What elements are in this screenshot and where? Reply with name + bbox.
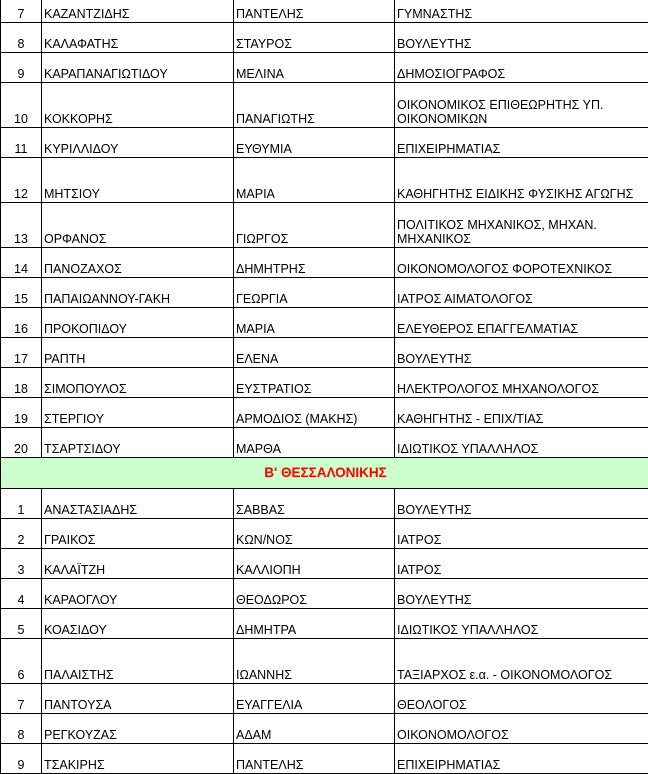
row-surname: ΠΑΝΤΟΥΣΑ (42, 684, 234, 714)
row-first-name: ΣΑΒΒΑΣ (234, 489, 395, 519)
row-occupation: ΕΛΕΥΘΕΡΟΣ ΕΠΑΓΓΕΛΜΑΤΙΑΣ (395, 308, 648, 338)
row-surname: ΚΑΛΑΪΤΖΗ (42, 549, 234, 579)
row-number: 15 (1, 278, 42, 308)
row-occupation: ΟΙΚΟΝΟΜΙΚΟΣ ΕΠΙΘΕΩΡΗΤΗΣ ΥΠ. ΟΙΚΟΝΟΜΙΚΩΝ (395, 83, 648, 128)
row-surname: ΚΑΡΑΠΑΝΑΓΙΩΤΙΔΟΥ (42, 53, 234, 83)
row-number: 8 (1, 23, 42, 53)
row-number: 8 (1, 714, 42, 744)
table-row (1, 489, 648, 519)
row-occupation: ΕΠΙΧΕΙΡΗΜΑΤΙΑΣ (395, 128, 648, 158)
table-row (1, 368, 648, 398)
row-first-name: ΣΤΑΥΡΟΣ (234, 23, 395, 53)
table-row (1, 0, 648, 23)
row-first-name: ΔΗΜΗΤΡΗΣ (234, 248, 395, 278)
row-surname: ΠΑΠΑΙΩΑΝΝΟΥ-ΓΑΚΗ (42, 278, 234, 308)
row-surname: ΚΥΡΙΛΛΙΔΟΥ (42, 128, 234, 158)
table-row (1, 684, 648, 714)
table-row (1, 83, 648, 128)
row-occupation: ΙΔΙΩΤΙΚΟΣ ΥΠΑΛΛΗΛΟΣ (395, 428, 648, 458)
table-row (1, 549, 648, 579)
row-number: 7 (1, 0, 42, 23)
row-number: 4 (1, 579, 42, 609)
row-surname: ΑΝΑΣΤΑΣΙΑΔΗΣ (42, 489, 234, 519)
row-number: 14 (1, 248, 42, 278)
row-number: 6 (1, 639, 42, 684)
row-surname: ΡΑΠΤΗ (42, 338, 234, 368)
table-body-second-section (1, 489, 648, 774)
row-occupation: ΙΑΤΡΟΣ (395, 519, 648, 549)
row-first-name: ΓΕΩΡΓΙΑ (234, 278, 395, 308)
row-surname: ΚΑΖΑΝΤΖΙΔΗΣ (42, 0, 234, 23)
table-row (1, 203, 648, 248)
table-row (1, 308, 648, 338)
row-occupation: ΔΗΜΟΣΙΟΓΡΑΦΟΣ (395, 53, 648, 83)
row-number: 18 (1, 368, 42, 398)
row-occupation: ΓΥΜΝΑΣΤΗΣ (395, 0, 648, 23)
row-first-name: ΜΑΡΘΑ (234, 428, 395, 458)
row-surname: ΣΤΕΡΓΙΟΥ (42, 398, 234, 428)
table-row (1, 128, 648, 158)
row-surname: ΤΣΑΚΙΡΗΣ (42, 744, 234, 774)
row-first-name: ΓΙΩΡΓΟΣ (234, 203, 395, 248)
row-occupation: ΚΑΘΗΓΗΤΗΣ ΕΙΔΙΚΗΣ ΦΥΣΙΚΗΣ ΑΓΩΓΗΣ (395, 158, 648, 203)
row-surname: ΚΑΛΑΦΑΤΗΣ (42, 23, 234, 53)
row-first-name: ΕΛΕΝΑ (234, 338, 395, 368)
row-surname: ΠΑΝΟΖΑΧΟΣ (42, 248, 234, 278)
row-number: 1 (1, 489, 42, 519)
row-occupation: ΟΙΚΟΝΟΜΟΛΟΓΟΣ (395, 714, 648, 744)
row-surname: ΚΟΚΚΟΡΗΣ (42, 83, 234, 128)
table-row (1, 398, 648, 428)
table-row (1, 23, 648, 53)
row-surname: ΓΡΑΙΚΟΣ (42, 519, 234, 549)
row-number: 16 (1, 308, 42, 338)
row-surname: ΜΗΤΣΙΟΥ (42, 158, 234, 203)
row-number: 12 (1, 158, 42, 203)
table-row (1, 579, 648, 609)
row-number: 9 (1, 53, 42, 83)
row-number: 10 (1, 83, 42, 128)
row-first-name: ΚΩΝ/ΝΟΣ (234, 519, 395, 549)
row-number: 17 (1, 338, 42, 368)
section-title: Β' ΘΕΣΣΑΛΟΝΙΚΗΣ (1, 458, 648, 489)
row-surname: ΟΡΦΑΝΟΣ (42, 203, 234, 248)
table-row (1, 338, 648, 368)
row-number: 20 (1, 428, 42, 458)
row-first-name: ΘΕΟΔΩΡΟΣ (234, 579, 395, 609)
row-occupation: ΒΟΥΛΕΥΤΗΣ (395, 338, 648, 368)
row-surname: ΚΟΑΣΙΔΟΥ (42, 609, 234, 639)
row-occupation: ΒΟΥΛΕΥΤΗΣ (395, 23, 648, 53)
table-row (1, 519, 648, 549)
row-first-name: ΜΕΛΙΝΑ (234, 53, 395, 83)
row-first-name: ΕΥΑΓΓΕΛΙΑ (234, 684, 395, 714)
row-number: 7 (1, 684, 42, 714)
row-first-name: ΚΑΛΛΙΟΠΗ (234, 549, 395, 579)
row-first-name: ΔΗΜΗΤΡΑ (234, 609, 395, 639)
row-surname: ΚΑΡΑΟΓΛΟΥ (42, 579, 234, 609)
row-occupation: ΕΠΙΧΕΙΡΗΜΑΤΙΑΣ (395, 744, 648, 774)
table-row (1, 428, 648, 458)
table-row (1, 53, 648, 83)
row-occupation: ΙΑΤΡΟΣ (395, 549, 648, 579)
table-row (1, 248, 648, 278)
row-occupation: ΤΑΞΙΑΡΧΟΣ ε.α. - ΟΙΚΟΝΟΜΟΛΟΓΟΣ (395, 639, 648, 684)
row-occupation: ΒΟΥΛΕΥΤΗΣ (395, 579, 648, 609)
row-occupation: ΘΕΟΛΟΓΟΣ (395, 684, 648, 714)
row-number: 3 (1, 549, 42, 579)
table-row (1, 639, 648, 684)
row-occupation: ΙΔΙΩΤΙΚΟΣ ΥΠΑΛΛΗΛΟΣ (395, 609, 648, 639)
row-first-name: ΜΑΡΙΑ (234, 158, 395, 203)
row-first-name: ΠΑΝΤΕΛΗΣ (234, 0, 395, 23)
row-occupation: ΠΟΛΙΤΙΚΟΣ ΜΗΧΑΝΙΚΟΣ, ΜΗΧΑΝ. ΜΗΧΑΝΙΚΟΣ (395, 203, 648, 248)
table-row (1, 609, 648, 639)
row-occupation: ΒΟΥΛΕΥΤΗΣ (395, 489, 648, 519)
table-row (1, 744, 648, 774)
row-first-name: ΠΑΝΤΕΛΗΣ (234, 744, 395, 774)
row-first-name: ΜΑΡΙΑ (234, 308, 395, 338)
table-row (1, 278, 648, 308)
row-first-name: ΕΥΘΥΜΙΑ (234, 128, 395, 158)
row-surname: ΠΡΟΚΟΠΙΔΟΥ (42, 308, 234, 338)
row-surname: ΤΣΑΡΤΣΙΔΟΥ (42, 428, 234, 458)
row-number: 11 (1, 128, 42, 158)
row-first-name: ΕΥΣΤΡΑΤΙΟΣ (234, 368, 395, 398)
row-first-name: ΠΑΝΑΓΙΩΤΗΣ (234, 83, 395, 128)
row-number: 9 (1, 744, 42, 774)
row-occupation: ΟΙΚΟΝΟΜΟΛΟΓΟΣ ΦΟΡΟΤΕΧΝΙΚΟΣ (395, 248, 648, 278)
row-number: 2 (1, 519, 42, 549)
row-first-name: ΙΩΑΝΝΗΣ (234, 639, 395, 684)
table-row (1, 714, 648, 744)
row-surname: ΣΙΜΟΠΟΥΛΟΣ (42, 368, 234, 398)
row-number: 19 (1, 398, 42, 428)
table-body-first-section (1, 0, 648, 458)
row-first-name: ΑΡΜΟΔΙΟΣ (ΜΑΚΗΣ) (234, 398, 395, 428)
section-header-row (1, 458, 648, 489)
row-number: 13 (1, 203, 42, 248)
row-surname: ΡΕΓΚΟΥΖΑΣ (42, 714, 234, 744)
row-number: 5 (1, 609, 42, 639)
row-occupation: ΚΑΘΗΓΗΤΗΣ - ΕΠΙΧ/ΤΙΑΣ (395, 398, 648, 428)
row-surname: ΠΑΛΑΙΣΤΗΣ (42, 639, 234, 684)
row-occupation: ΗΛΕΚΤΡΟΛΟΓΟΣ ΜΗΧΑΝΟΛΟΓΟΣ (395, 368, 648, 398)
table-row (1, 158, 648, 203)
table-section-header (1, 458, 648, 489)
row-first-name: ΑΔΑΜ (234, 714, 395, 744)
row-occupation: ΙΑΤΡΟΣ ΑΙΜΑΤΟΛΟΓΟΣ (395, 278, 648, 308)
